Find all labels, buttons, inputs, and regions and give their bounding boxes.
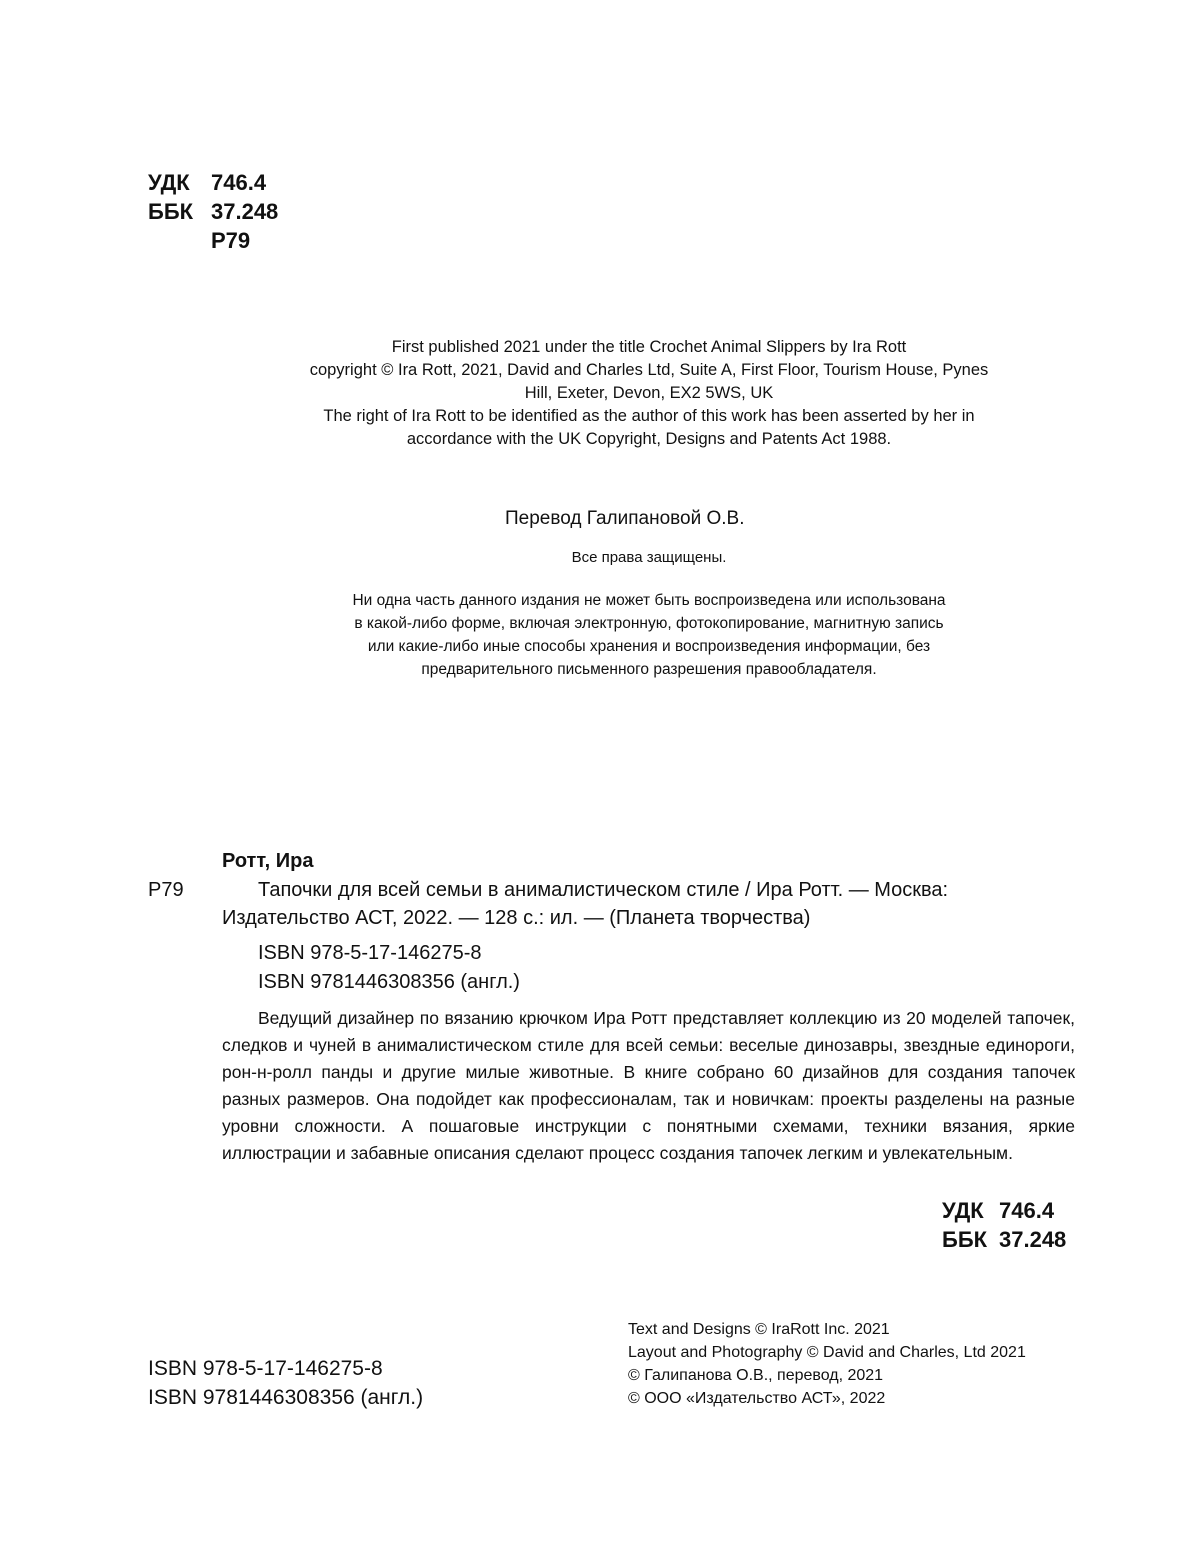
isbn-russian: ISBN 978-5-17-146275-8 [258,942,482,964]
annotation-text: Ведущий дизайнер по вязанию крючком Ира Ротт представляет коллекцию из 20 моделей тапочек, следков и чуней в анималистическом стиле для всей семьи: веселые динозавры, звездные единороги, рон-н-ролл панды и другие милые животные. В книге собрано 60 дизайнов для создания тапочек разных размеров. Она подойдет как профессионалам, так и новичкам: проекты разделены на разные уровни сложности. А пошаговые инструкции с понятными схемами, техники вязания, яркие иллюстрации и забавные описания сделают процесс создания тапочек легким и увлекательным. [222,1008,1075,1163]
isbn-english: ISBN 9781446308356 (англ.) [258,971,520,993]
author-mark-value: Р79 [211,228,251,253]
rights-line: предварительного письменного разрешения правообладателя. [421,661,877,678]
bbk-value: 37.248 [999,1227,1067,1252]
copyright-line: Hill, Exeter, Devon, EX2 5WS, UK [524,384,774,402]
bib-title-line: Тапочки для всей семьи в анималистическом стиле / Ира Ротт. — Москва: [258,879,949,901]
rights-reserved: Все права защищены. [571,549,727,566]
bib-publisher-line: Издательство АСТ, 2022. — 128 с.: ил. — (Планета творчества) [222,907,811,929]
translator-credit: Перевод Галипановой О.В. [505,508,745,529]
isbn-footer-russian: ISBN 978-5-17-146275-8 [148,1357,383,1380]
isbn-footer [148,1354,423,1412]
author-mark-label [148,226,211,255]
bib-shelf-code: Р79 [148,879,184,901]
udk-row [148,168,278,197]
credits-block [628,1318,1026,1410]
udk-row-bottom [942,1196,1066,1225]
copyright-notice-en [280,336,1018,451]
bib-author: Ротт, Ира [222,850,314,872]
bbk-label: ББК [942,1227,988,1252]
udk-label: УДК [942,1198,984,1223]
credit-line: © Галипанова О.В., перевод, 2021 [628,1367,884,1384]
copyright-line: The right of Ira Rott to be identified as the author of this work has been asserted by her in [323,407,975,425]
rights-line: в какой-либо форме, включая электронную, фотокопирование, магнитную запись [354,615,944,632]
bbk-value: 37.248 [211,199,279,224]
copyright-line: First published 2021 under the title Crochet Animal Slippers by Ira Rott [391,338,907,356]
rights-line: или какие-либо иные способы хранения и воспроизведения информации, без [367,638,931,655]
rights-statement [290,589,1008,681]
udk-value: 746.4 [999,1198,1055,1223]
classification-block-bottom [942,1196,1066,1254]
bbk-row-bottom [942,1225,1066,1254]
classification-block-top [148,168,278,255]
author-mark-row [148,226,278,255]
copyright-line: accordance with the UK Copyright, Designs and Patents Act 1988. [406,430,892,448]
rights-line: Ни одна часть данного издания не может быть воспроизведена или использована [352,592,946,609]
isbn-footer-english: ISBN 9781446308356 (англ.) [148,1386,424,1409]
udk-label: УДК [148,170,190,195]
copyright-line: copyright © Ira Rott, 2021, David and Charles Ltd, Suite A, First Floor, Tourism House, Pynes [309,361,989,379]
bib-isbn-list [258,939,520,997]
udk-value: 746.4 [211,170,267,195]
credit-line: Layout and Photography © David and Charles, Ltd 2021 [628,1344,1026,1361]
credit-line: © ООО «Издательство АСТ», 2022 [628,1390,886,1407]
bbk-label: ББК [148,199,194,224]
annotation [222,1005,1075,1167]
bbk-row [148,197,278,226]
credit-line: Text and Designs © IraRott Inc. 2021 [628,1321,890,1338]
